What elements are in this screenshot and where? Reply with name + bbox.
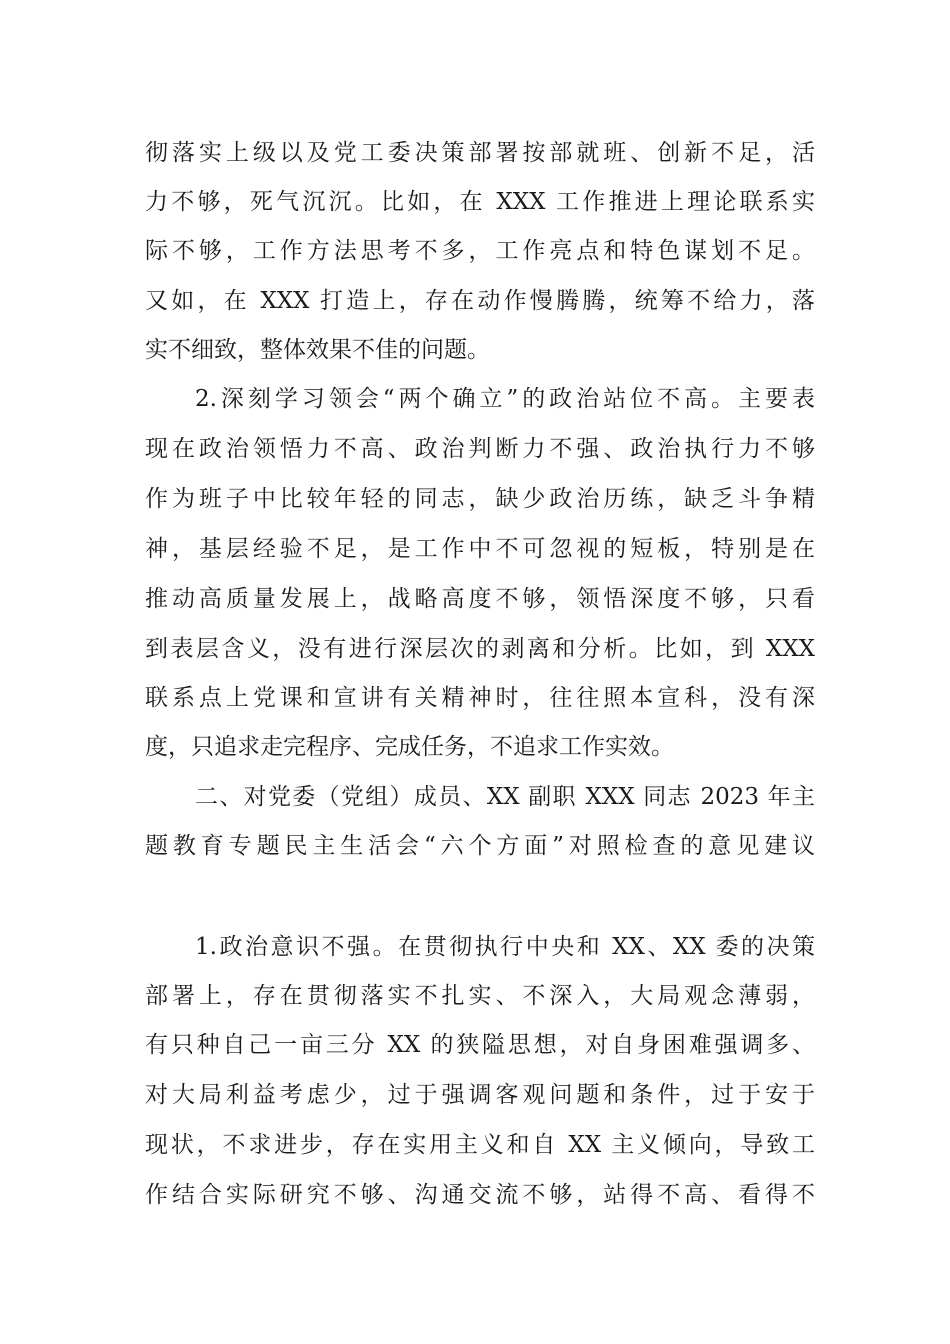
text-line: 1.政治意识不强。在贯彻执行中央和 XX、XX 委的决策: [195, 934, 815, 960]
text-line: 际不够，工作方法思考不多，工作亮点和特色谋划不足。: [145, 238, 815, 264]
text-line: 有只种自己一亩三分 XX 的狭隘思想，对自身困难强调多、: [145, 1032, 815, 1058]
text-line: 神，基层经验不足，是工作中不可忽视的短板，特别是在: [145, 536, 815, 562]
text-line: 对大局利益考虑少，过于强调客观问题和条件，过于安于: [145, 1082, 815, 1108]
text-line: 推动高质量发展上，战略高度不够，领悟深度不够，只看: [145, 586, 815, 612]
text-line: 现状，不求进步，存在实用主义和自 XX 主义倾向，导致工: [145, 1132, 815, 1158]
text-line: 现在政治领悟力不高、政治判断力不强、政治执行力不够: [145, 436, 815, 462]
text-line: 联系点上党课和宣讲有关精神时，往往照本宣科，没有深: [145, 685, 815, 711]
text-line: 题教育专题民主生活会“六个方面”对照检查的意见建议: [145, 833, 815, 859]
text-line: 实不细致，整体效果不佳的问题。: [145, 337, 490, 363]
text-line: 彻落实上级以及党工委决策部署按部就班、创新不足，活: [145, 140, 815, 166]
text-line: 二、对党委（党组）成员、XX 副职 XXX 同志 2023 年主: [195, 784, 815, 810]
text-line: 作为班子中比较年轻的同志，缺少政治历练，缺乏斗争精: [145, 486, 815, 512]
text-line: 力不够，死气沉沉。比如，在 XXX 工作推进上理论联系实: [145, 189, 815, 215]
text-line: 度，只追求走完程序、完成任务，不追求工作实效。: [145, 734, 674, 760]
text-line: 部署上，存在贯彻落实不扎实、不深入，大局观念薄弱，: [145, 983, 815, 1009]
text-line: 到表层含义，没有进行深层次的剥离和分析。比如，到 XXX: [145, 636, 815, 662]
text-line: 又如，在 XXX 打造上，存在动作慢腾腾，统筹不给力，落: [145, 288, 815, 314]
text-line: 2.深刻学习领会“两个确立”的政治站位不高。主要表: [195, 386, 815, 412]
text-line: 作结合实际研究不够、沟通交流不够，站得不高、看得不: [145, 1182, 815, 1208]
